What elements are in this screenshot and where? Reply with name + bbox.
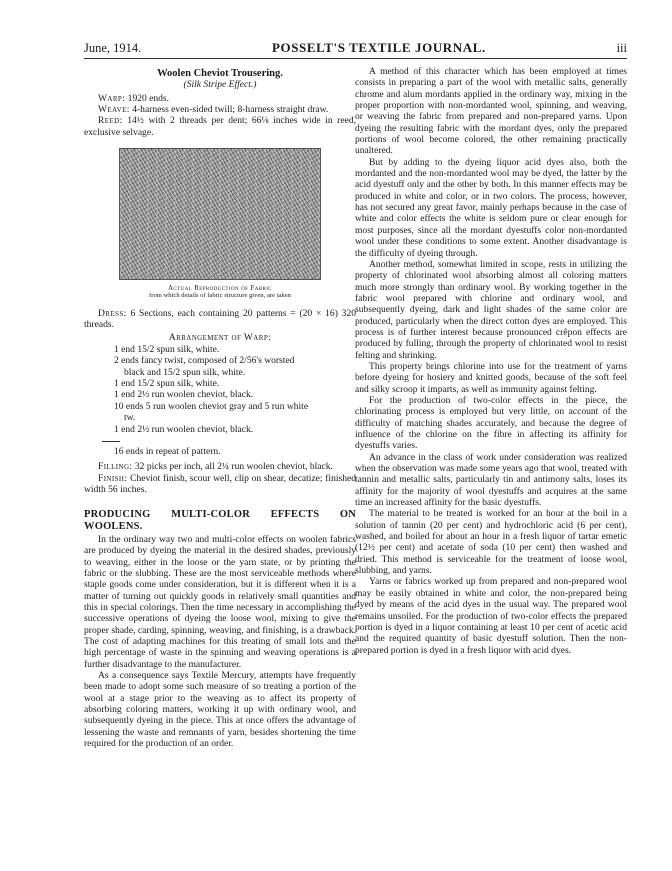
arrangement-line: 1 end 15/2 spun silk, white.	[114, 378, 220, 390]
arrangement-line: 1 end 2½ run woolen cheviot, black.	[114, 389, 254, 401]
body-paragraph: But by adding to the dyeing liquor acid dyes also, both the mordanted and the non-mordanted wool may be dyed, the latter by the acid dyestuff only and the other by both. In this manner effects may be produced in white and color, or in two colors. The process, however, has not secured any great favor, mainly perhaps because in the case of white and color effects the white is seldom pure or clear enough for most purposes, since all the mordant dyestuffs color non-mordanted wool under these conditions to some extent. Another disadvantage is the difficulty of dyeing through.	[355, 156, 627, 259]
arrangement-line: black and 15/2 spun silk, white.	[124, 366, 246, 378]
body-paragraph: As a consequence says Textile Mercury, attempts have frequently been made to adopt some such measure of so treating a portion of the wool at a stage prior to the weaving as to affect its property of absorbing coloring matters, working it up with ordinary wool, and subsequently dyeing in the piece. This at once offers the advantage of lessening the waste and remnants of yarn, besides shortening the time required for the production of an order.	[84, 670, 356, 750]
article-subtitle: (Silk Stripe Effect.)	[183, 79, 257, 91]
dress-value: 6 Sections, each containing 20 patterns = (20 × 16) 320 threads.	[84, 308, 356, 331]
repeat-separator	[102, 441, 120, 442]
body-paragraph: Another method, somewhat limited in scope, rests in utilizing the property of chlorinated wool absorbing almost all coloring matters much more strongly than ordinary wool. By working together in the fabric wool prepared with chlorine and ordinary wool, and subsequently dyeing, dark and light shades of the same color are produced, particularly when the direct cotton dyes are employed. This process is of further interest because pronounced crêpon effects are produced by fulling, through the property of chlorinated wool to resist felting and shrinking.	[355, 258, 627, 361]
arrangement-line: 1 end 15/2 spun silk, white.	[114, 344, 220, 356]
left-column	[84, 66, 356, 749]
filling-value: 32 picks per inch, all 2¼ run woolen cheviot, black.	[132, 461, 333, 473]
article-title: Woolen Cheviot Trousering.	[157, 68, 283, 79]
finish-spec	[84, 473, 356, 496]
finish-value: Cheviot finish, scour well, clip on shear, decatize; finished width 56 inches.	[84, 472, 356, 495]
caption-line-2: from which details of fabric structure given, are taken	[149, 292, 291, 300]
arrangement-heading: Arrangement of Warp:	[168, 331, 272, 343]
reed-spec	[84, 115, 356, 138]
reed-label: Reed:	[98, 115, 123, 127]
arrangement-line: 1 end 2½ run woolen cheviot, black.	[114, 423, 254, 435]
filling-label: Filling:	[98, 461, 133, 473]
dress-spec	[84, 308, 356, 331]
weave-value: 4-harness even-sided twill; 8-harness straight draw.	[129, 104, 329, 116]
arrangement-line: 10 ends 5 run woolen cheviot gray and 5 run white	[114, 400, 309, 412]
fabric-sample-image	[119, 148, 321, 280]
body-paragraph: This property brings chlorine into use for the treatment of yarns before dyeing for hosiery and knitted goods, because of the soft feel and silky scroop it imparts, as well as immunity against felting.	[355, 360, 627, 395]
page-number: iii	[616, 41, 627, 55]
warp-label: Warp:	[98, 92, 126, 104]
weave-label: Weave:	[98, 104, 130, 116]
filling-spec	[84, 461, 356, 472]
warp-value: 1920 ends.	[125, 92, 170, 104]
right-column	[355, 66, 627, 656]
body-paragraph: The material to be treated is worked for an hour at the boil in a solution of tannin (20 per cent) and hydrochloric acid (6 per cent), washed, and boiled for about an hour in a fresh liquor of tartar emetic (12½ per cent) and acetate of soda (10 per cent) then washed and dried. This method is serviceable for the treatment of loose wool, slubbing, and yarns.	[355, 508, 627, 577]
section-heading: PRODUCING MULTI-COLOR EFFECTS ON WOOLENS.	[84, 509, 356, 532]
weave-spec	[84, 104, 356, 115]
page-header	[84, 40, 627, 58]
arrangement-line: tw.	[124, 412, 136, 424]
fabric-caption	[84, 284, 356, 300]
header-rule	[84, 58, 627, 59]
issue-date: June, 1914.	[84, 41, 142, 55]
finish-label: Finish:	[98, 472, 128, 484]
reed-value: 14½ with 2 threads per dent; 66⅛ inches wide in reed, exclusive selvage.	[84, 115, 356, 138]
caption-line-1: Actual Reproduction of Fabric	[167, 284, 273, 293]
repeat-line: 16 ends in repeat of pattern.	[114, 445, 221, 457]
body-paragraph: For the production of two-color effects in the piece, the chlorinating process is employed but very little, on account of the difficulty of matching shades accurately, and because the degree of influence of the chlorine on the fibre in affecting its affinity for dyestuffs varies.	[355, 394, 627, 452]
body-paragraph: An advance in the class of work under consideration was realized when the observation was made some years ago that wool, treated with tannin and metallic salts, particularly tin and antimony salts, loses its affinity for the majority of wool dyestuffs and acquires at the same time an increased affinity for the basic dyestuffs.	[355, 451, 627, 509]
journal-title: POSSELT'S TEXTILE JOURNAL.	[271, 40, 486, 55]
dress-label: Dress:	[98, 308, 127, 320]
body-paragraph: In the ordinary way two and multi-color effects on woolen fabrics are produced by dyeing the material in the desired shades, previously to weaving, either in the loose or the yarn state, or by printing the fabric or the slubbing. These are the most serviceable methods where staple goods come under consideration, but it is different when it is a matter of turning out quickly goods in relatively small quantities and this in special colorings. Then the time necessary in accomplishing the successive operations of dyeing the loose wool, mixing to give the proper shade, carding, spinning, weaving, and finishing, is a drawback. The cost of adapting machines for this treating of small lots and the high percentage of waste in the spinning and weaving operations is a further disadvantage to the manufacturer.	[84, 533, 356, 670]
arrangement-line: 2 ends fancy twist, composed of 2/56's worsted	[114, 355, 295, 367]
body-paragraph: A method of this character which has been employed at times consists in preparing a part of the wool with metallic salts, generally chrome and alum mordants applied in the ordinary way, mixing in the proper proportion with non-mordanted wool, spinning, and weaving, or weaving the fabric from prepared and non-prepared yarns. Upon dyeing the resulting fabric with the mordant dyes, only the prepared portions of wool become colored, the other remaining practically unaltered.	[355, 66, 627, 157]
warp-spec	[84, 93, 356, 104]
body-paragraph: Yarns or fabrics worked up from prepared and non-prepared wool may be easily obtained in white and color, the non-prepared being dyed by means of the acid dyes in the usual way. The prepared wool remains unsoiled. For the production of two-color effects the prepared portion is dyed in a liquor containing at least 10 per cent of acetic acid and the required quantity of basic dyestuff solution. Then the non-prepared portion is dyed in a fresh liquor with acid dyes.	[355, 576, 627, 656]
